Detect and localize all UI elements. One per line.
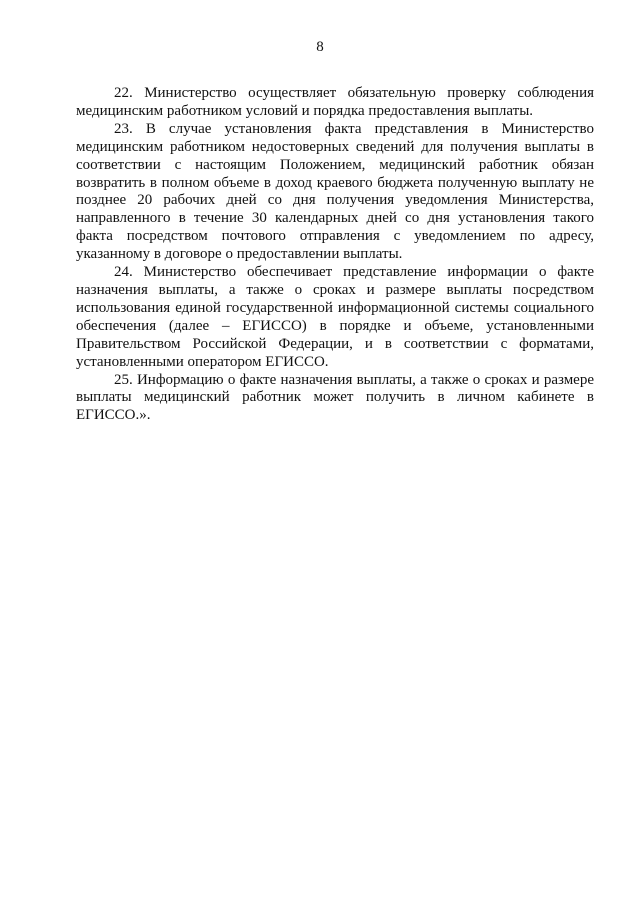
document-body bbox=[76, 85, 594, 425]
page-number: 8 bbox=[316, 39, 324, 55]
paragraph-23: 23. В случае установления факта представления в Министерство медицинским работником недостоверных сведений для получения выплаты в соответствии с настоящим Положением, медицинский работник обязан возвратить в полном объеме в доход краевого бюджета полученную выплату не позднее 20 рабочих дней со дня получения уведомления Министерства, направленного в течение 30 календарных дней со дня установления такого факта посредством почтового отправления с уведомлением по адресу, указанному в договоре о предоставлении выплаты. bbox=[76, 120, 594, 263]
paragraph-25: 25. Информацию о факте назначения выплаты, а также о сроках и размере выплаты медицинский работник может получить в личном кабинете в ЕГИССО.». bbox=[76, 371, 594, 424]
paragraph-22: 22. Министерство осуществляет обязательную проверку соблюдения медицинским работником условий и порядка предоставления выплаты. bbox=[76, 85, 594, 119]
paragraph-24: 24. Министерство обеспечивает представление информации о факте назначения выплаты, а также о сроках и размере выплаты посредством использования единой государственной информационной системы социального обеспечения (далее – ЕГИССО) в порядке и объеме, установленными Правительством Российской Федерации, и в соответствии с форматами, установленными оператором ЕГИССО. bbox=[76, 264, 594, 370]
